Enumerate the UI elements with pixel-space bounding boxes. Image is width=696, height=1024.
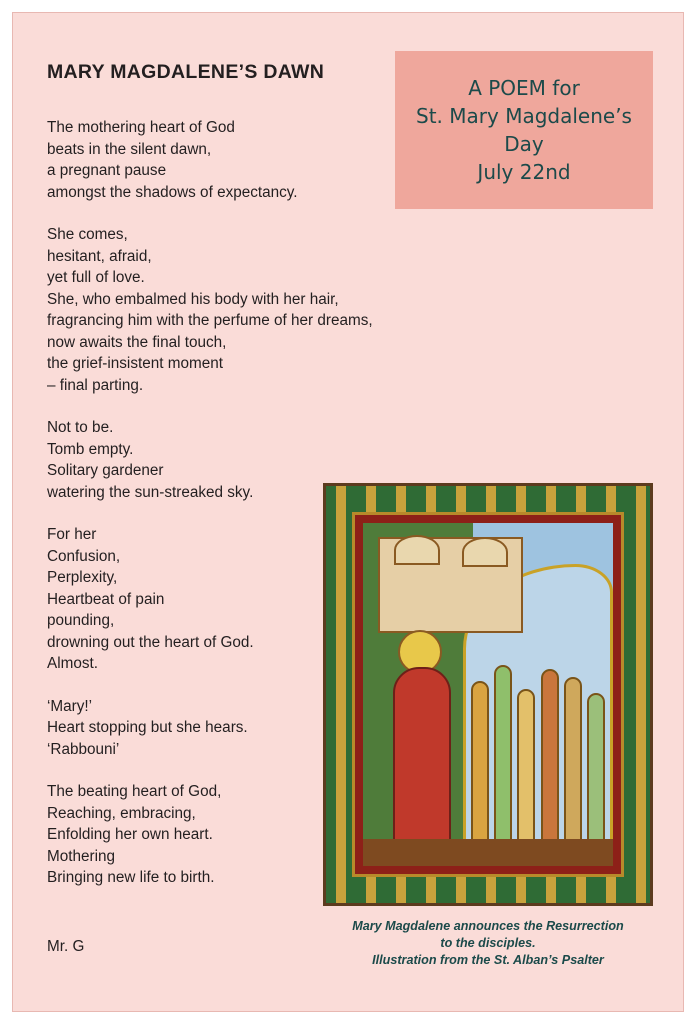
poem-line: ‘Rabbouni’ (47, 740, 120, 758)
poem-line: Mothering (47, 847, 116, 865)
poem-line: She comes, (47, 226, 128, 243)
disciple-figure (471, 681, 489, 852)
poem-line: She, who embalmed his body with her hair, (47, 290, 339, 308)
psalter-illustration (323, 483, 653, 906)
poem-line: The beating heart of God, (47, 783, 222, 800)
scene-ground (363, 839, 613, 866)
scene-dome (462, 537, 508, 567)
poem-line: fragrancing him with the perfume of her dreams, (47, 312, 373, 329)
poem-line: amongst the shadows of expectancy. (47, 183, 298, 201)
poem-line: drowning out the heart of God. (47, 633, 254, 651)
page-title: MARY MAGDALENE’S DAWN (47, 61, 325, 83)
poem-line: Bringing new life to birth. (47, 869, 215, 886)
poem-line: hesitant, afraid, (47, 247, 152, 265)
poem-line: watering the sun-streaked sky. (47, 483, 254, 501)
poem-line: Confusion, (47, 547, 121, 565)
poem-line: Reaching, embracing, (47, 804, 196, 822)
disciples-group (468, 653, 608, 852)
poem-line: beats in the silent dawn, (47, 140, 212, 158)
banner-line-1: A POEM for (468, 76, 580, 100)
illustration-caption (313, 918, 663, 969)
poem-line: Heart stopping but she hears. (47, 719, 248, 736)
scene-dome (394, 535, 440, 565)
banner-line-4: July 22nd (477, 160, 571, 184)
poem-line: Not to be. (47, 419, 114, 436)
poem-line: now awaits the final touch, (47, 333, 227, 351)
disciple-figure (494, 665, 512, 852)
caption-line-2: to the disciples. (440, 936, 536, 950)
banner-line-2: St. Mary Magdalene’s (416, 104, 632, 128)
author-signature: Mr. G (47, 938, 85, 955)
illustration-scene (363, 523, 613, 866)
poem-stanza (47, 224, 447, 396)
disciple-figure (517, 689, 535, 852)
poem-line: ‘Mary!’ (47, 697, 93, 715)
poem-stanza (47, 117, 447, 203)
poem-line: Tomb empty. (47, 440, 134, 458)
scene-building (378, 537, 523, 633)
poem-line: the grief-insistent moment (47, 355, 223, 372)
poem-line: Heartbeat of pain (47, 590, 165, 608)
poem-line: Perplexity, (47, 569, 118, 586)
mary-magdalene-figure (393, 667, 451, 852)
poem-line: pounding, (47, 612, 115, 629)
poem-line: – final parting. (47, 376, 144, 394)
disciple-figure (541, 669, 559, 852)
caption-line-3: Illustration from the St. Alban’s Psalter (372, 953, 604, 967)
caption-line-1: Mary Magdalene announces the Resurrection (352, 919, 624, 933)
poster-sheet (12, 12, 684, 1012)
poem-line: Almost. (47, 655, 98, 672)
poem-line: For her (47, 526, 97, 543)
poem-line: yet full of love. (47, 269, 145, 286)
disciple-figure (564, 677, 582, 852)
illustration-inner-frame (352, 512, 624, 877)
poem-line: The mothering heart of God (47, 119, 235, 136)
banner-line-3: Day (504, 132, 544, 156)
poem-line: Enfolding her own heart. (47, 826, 213, 843)
disciple-figure (587, 693, 605, 852)
poem-line: Solitary gardener (47, 462, 164, 479)
poem-line: a pregnant pause (47, 162, 167, 179)
